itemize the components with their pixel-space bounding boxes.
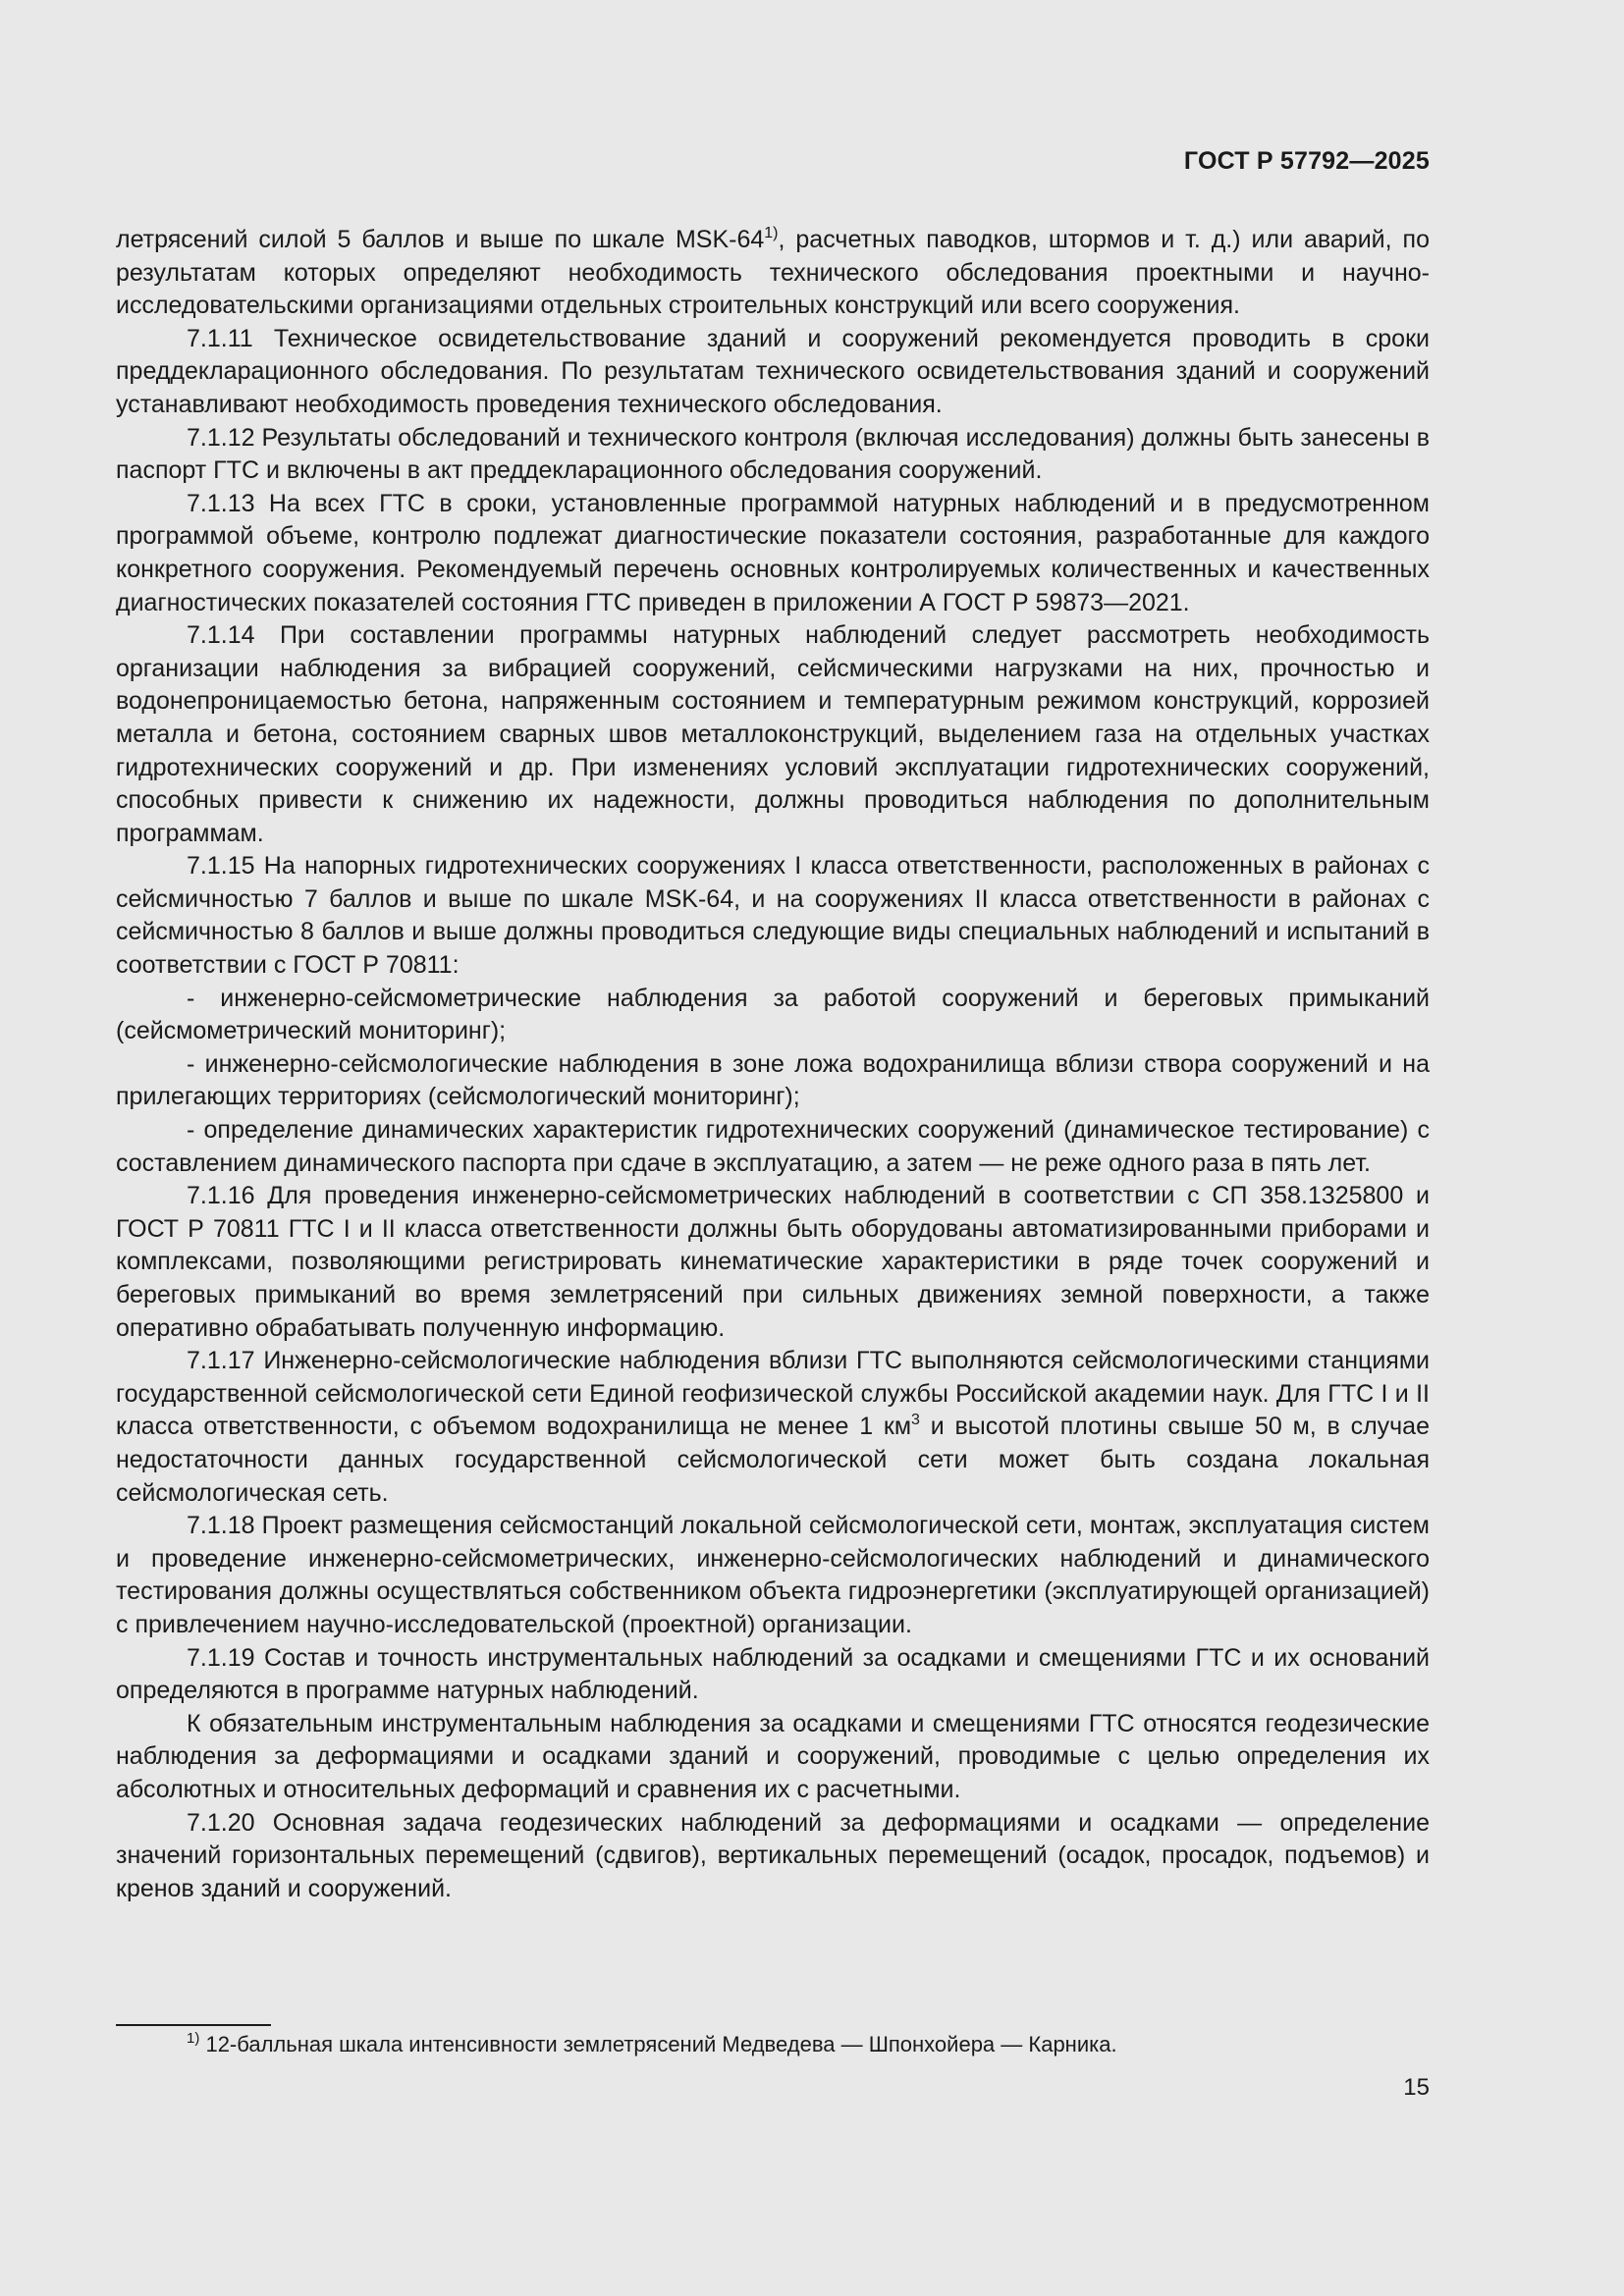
superscript: 3 <box>911 1412 920 1429</box>
page-number: 15 <box>1403 2074 1430 2101</box>
footnote <box>187 2030 1117 2059</box>
body-text <box>116 224 1430 1905</box>
paragraph-7-1-16: 7.1.16 Для проведения инженерно-сейсмометрических наблюдений в соответствии с СП 358.1325800 и ГОСТ Р 70811 ГТС I и II класса ответственности должны быть оборудованы автоматизированными приборами и комплексами, позволяющими регистрировать кинематические характеристики в ряде точек сооружений и береговых примыканий во время землетрясений при сильных движениях земной поверхности, а также оперативно обрабатывать полученную информацию. <box>116 1182 1430 1342</box>
footnote-text: 12-балльная шкала интенсивности землетрясений Медведева — Шпонхойера — Карника. <box>199 2032 1117 2056</box>
footnote-marker: 1) <box>187 2029 200 2047</box>
document-designation: ГОСТ Р 57792—2025 <box>1183 147 1430 175</box>
paragraph-7-1-19: 7.1.19 Состав и точность инструментальных наблюдений за осадками и смещениями ГТС и их оснований определяются в программе натурных наблюдений. <box>116 1643 1430 1705</box>
footnote-divider <box>116 2024 271 2026</box>
list-item: - определение динамических характеристик гидротехнических сооружений (динамическое тестирование) с составлением динамического паспорта при сдаче в эксплуатацию, а затем — не реже одного раза в пять лет. <box>116 1116 1430 1177</box>
paragraph-text: , расчетных паводков, штормов и т. д.) или аварий, по результатам которых определяют необходимость технического обследования проектными и научно-исследовательскими организациями отдельных строительных конструкций или всего сооружения. <box>116 226 1430 320</box>
paragraph-7-1-12: 7.1.12 Результаты обследований и технического контроля (включая исследования) должны быть занесены в паспорт ГТС и включены в акт преддекларационного обследования сооружений. <box>116 423 1430 485</box>
paragraph-continuation <box>116 224 1430 323</box>
paragraph-7-1-15: 7.1.15 На напорных гидротехнических сооружениях I класса ответственности, расположенных в районах с сейсмичностью 7 баллов и выше по шкале MSK-64, и на сооружениях II класса ответственности в районах с сейсмичностью 8 баллов и выше должны проводиться следующие виды специальных наблюдений и испытаний в соответствии с ГОСТ Р 70811: <box>116 852 1430 980</box>
list-item: - инженерно-сейсмометрические наблюдения за работой сооружений и береговых примыканий (сейсмометрический мониторинг); <box>116 984 1430 1045</box>
paragraph-7-1-20: 7.1.20 Основная задача геодезических наблюдений за деформациями и осадками — определение значений горизонтальных перемещений (сдвигов), вертикальных перемещений (осадок, просадок, подъемов) и кренов зданий и сооружений. <box>116 1808 1430 1902</box>
list-item: - инженерно-сейсмологические наблюдения в зоне ложа водохранилища вблизи створа сооружений и на прилегающих территориях (сейсмологический мониторинг); <box>116 1049 1430 1111</box>
paragraph-7-1-14: 7.1.14 При составлении программы натурных наблюдений следует рассмотреть необходимость организации наблюдения за вибрацией сооружений, сейсмическими нагрузками на них, прочностью и водонепроницаемостью бетона, напряженным состоянием и температурным режимом конструкций, коррозией металла и бетона, состоянием сварных швов металлоконструкций, выделением газа на отдельных участках гидротехнических сооружений и др. При изменениях условий эксплуатации гидротехнических сооружений, способных привести к снижению их надежности, должны проводиться наблюдения по дополнительным программам. <box>116 621 1430 847</box>
paragraph-7-1-18: 7.1.18 Проект размещения сейсмостанций локальной сейсмологической сети, монтаж, эксплуатация систем и проведение инженерно-сейсмометрических, инженерно-сейсмологических наблюдений и динамического тестирования должны осуществляться собственником объекта гидроэнергетики (эксплуатирующей организацией) с привлечением научно-исследовательской (проектной) организации. <box>116 1512 1430 1638</box>
paragraph-7-1-13: 7.1.13 На всех ГТС в сроки, установленные программой натурных наблюдений и в предусмотренном программой объеме, контролю подлежат диагностические показатели состояния, разработанные для каждого конкретного сооружения. Рекомендуемый перечень основных контролируемых количественных и качественных диагностических показателей состояния ГТС приведен в приложении А ГОСТ Р 59873—2021. <box>116 489 1430 616</box>
paragraph-text: летрясений силой 5 баллов и выше по шкале MSK-64 <box>116 226 765 253</box>
paragraph-text: и высотой плотины свыше 50 м, в случае недостаточности данных государственной сейсмологической сети может быть создана локальная сейсмологическая сеть. <box>116 1413 1430 1507</box>
paragraph-7-1-11: 7.1.11 Техническое освидетельствование зданий и сооружений рекомендуется проводить в сроки преддекларационного обследования. По результатам технического освидетельствования зданий и сооружений устанавливают необходимость проведения технического обследования. <box>116 324 1430 418</box>
paragraph-7-1-17 <box>116 1345 1430 1510</box>
paragraph-text: К обязательным инструментальным наблюдения за осадками и смещениями ГТС относятся геодезические наблюдения за деформациями и осадками зданий и сооружений, проводимые с целью определения их абсолютных и относительных деформаций и сравнения их с расчетными. <box>116 1709 1430 1803</box>
paragraph-text: 7.1.17 Инженерно-сейсмологические наблюдения вблизи ГТС выполняются сейсмологическими станциями государственной сейсмологической сети Единой геофизической службы Российской академии наук. Для ГТС I и II класса ответственности, с объемом водохранилища не менее 1 км <box>116 1347 1430 1441</box>
footnote-reference[interactable]: 1) <box>764 224 779 241</box>
